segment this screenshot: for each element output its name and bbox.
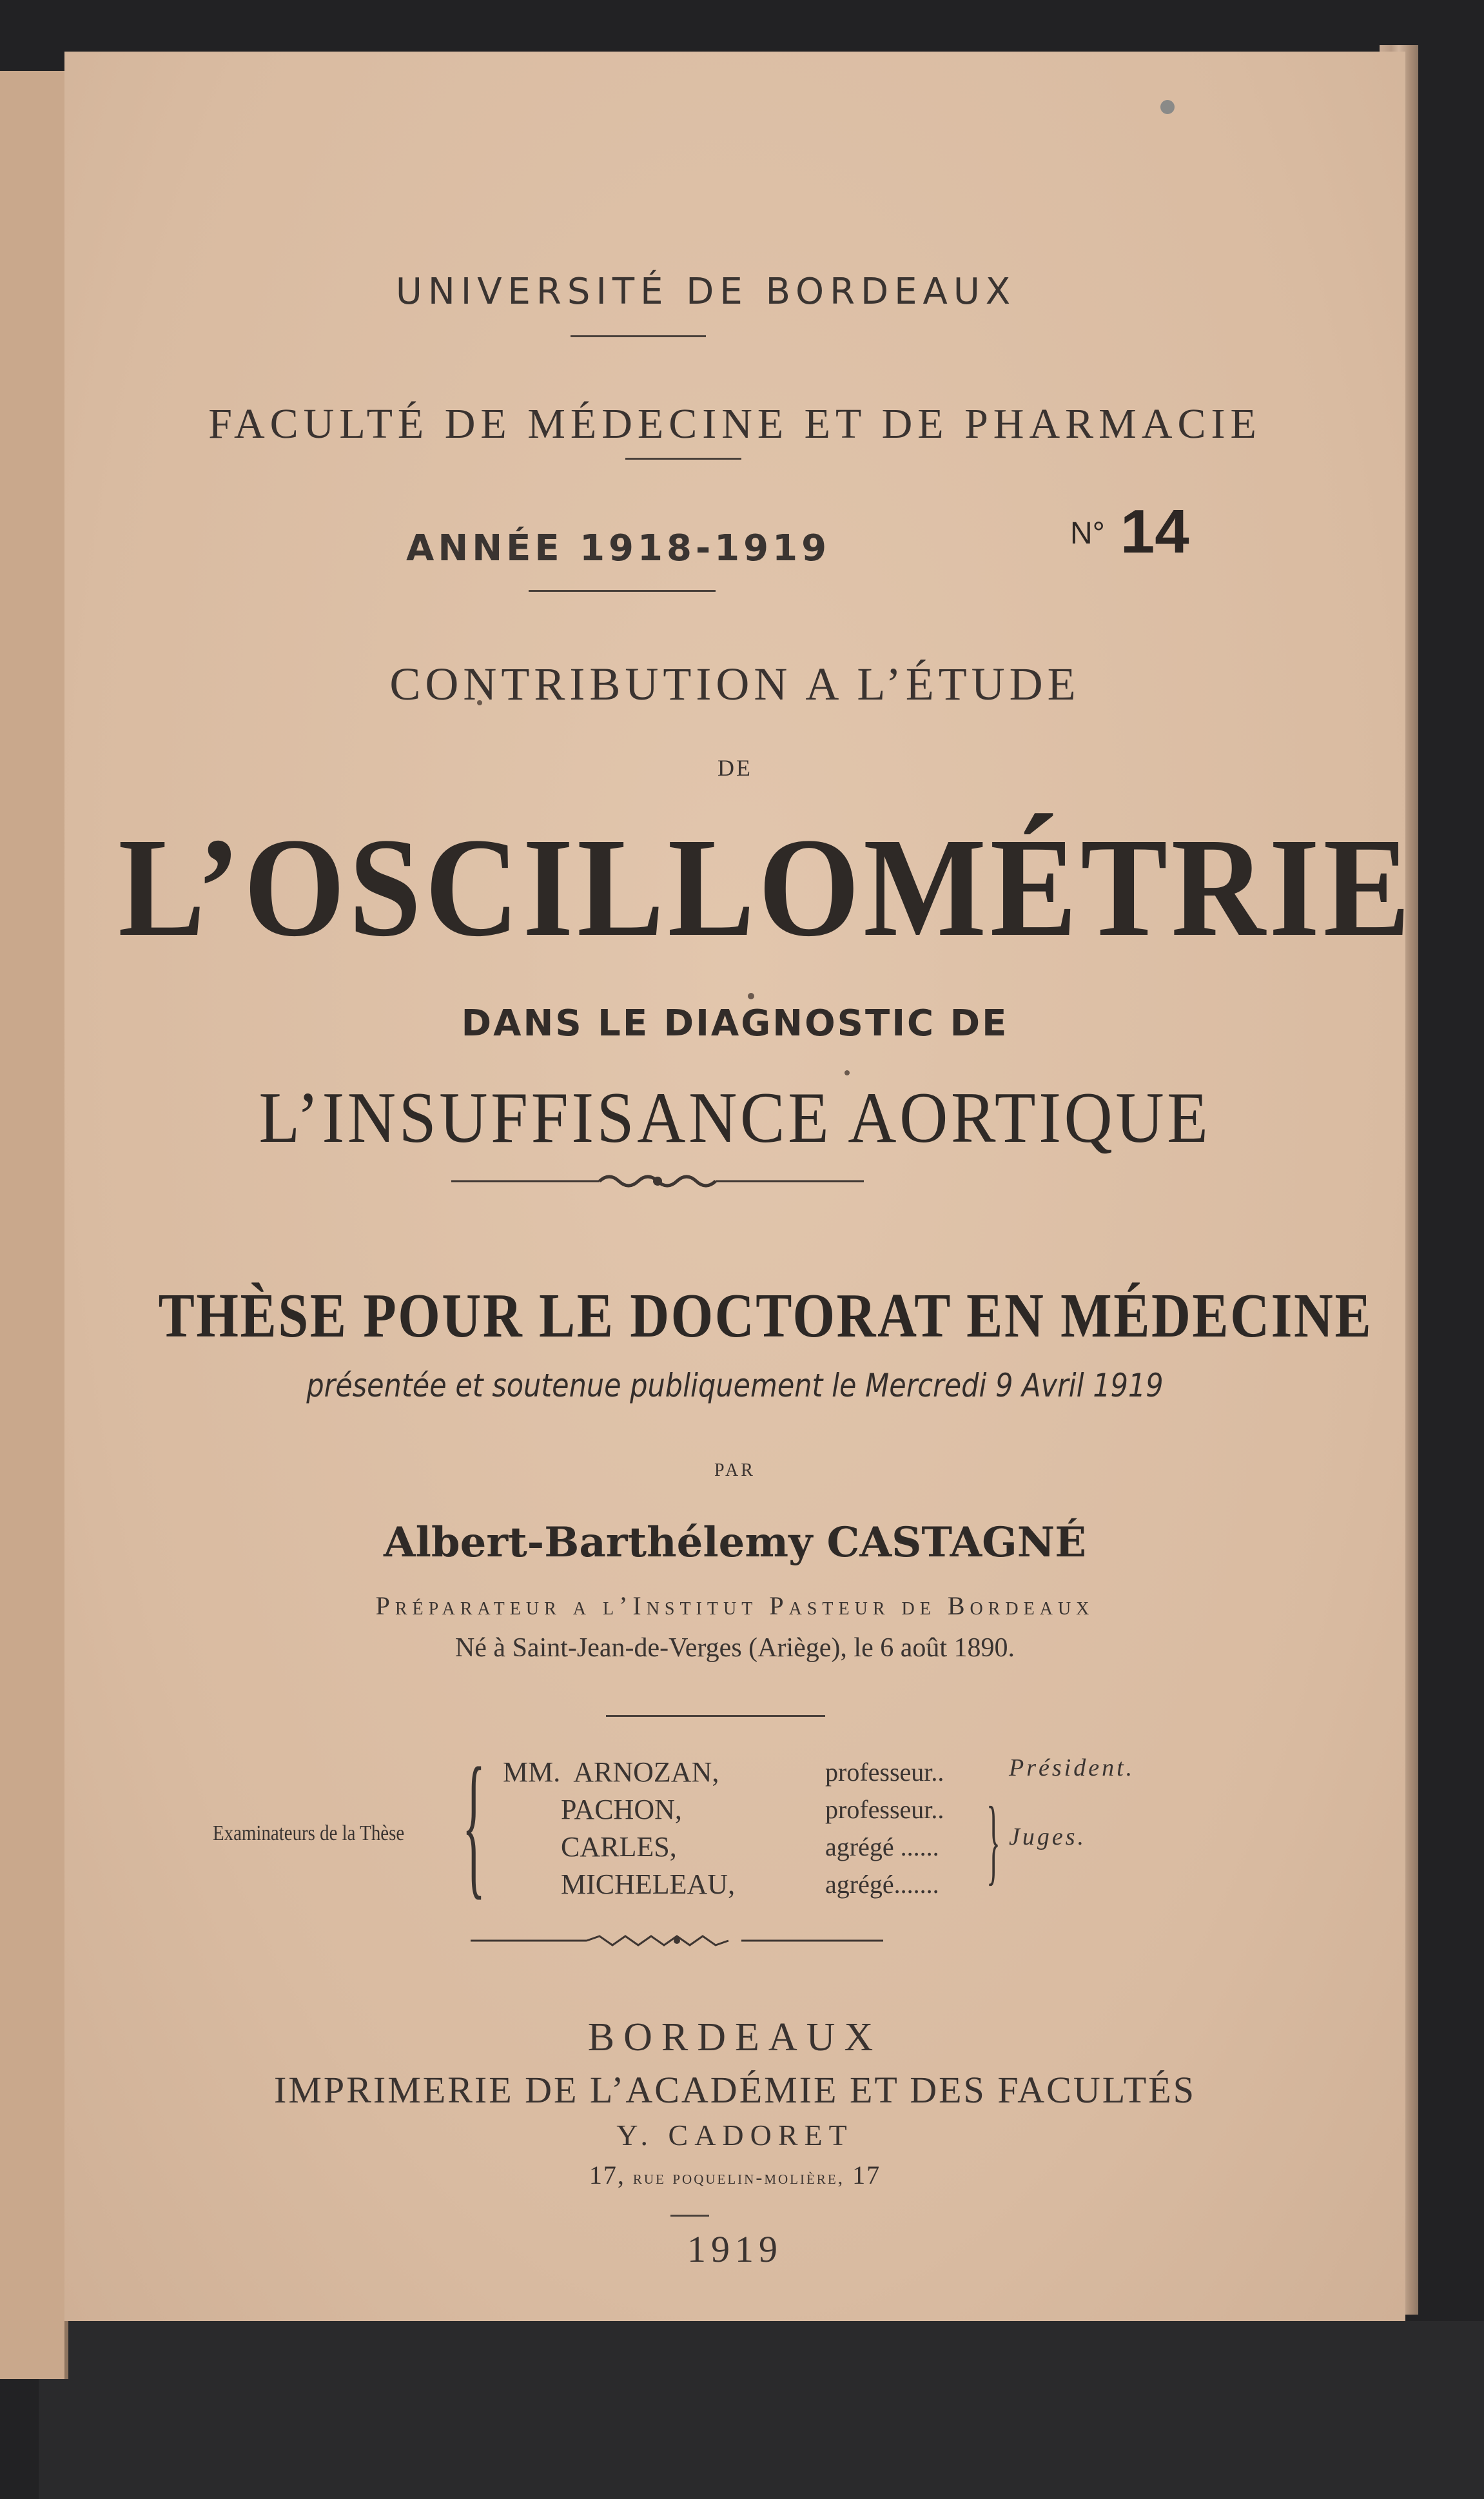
address-number-end: 17 xyxy=(852,2161,881,2190)
academic-year: ANNÉE 1918-1919 xyxy=(406,527,831,569)
address-number: 17, xyxy=(589,2161,625,2190)
faculty-name: FACULTÉ DE MÉDECINE ET DE PHARMACIE xyxy=(208,400,1262,447)
examiners-names xyxy=(503,1754,735,1903)
divider xyxy=(571,335,706,337)
defense-date: présentée et soutenue publiquement le Mercredi 9 Avril 1919 xyxy=(306,1367,1164,1404)
spot-mark xyxy=(1160,100,1175,114)
address-street: rue poquelin-molière, xyxy=(632,2167,845,2188)
divider xyxy=(606,1715,825,1717)
title-page xyxy=(64,52,1414,2321)
author-birth: Né à Saint-Jean-de-Verges (Ariège), le 6 août 1890. xyxy=(454,1633,1015,1663)
main-title: L’OSCILLOMÉTRIE xyxy=(118,808,1414,966)
examiners-prefix: MM. xyxy=(503,1756,561,1788)
spot-mark xyxy=(748,993,754,999)
examiner-row xyxy=(503,1866,735,1903)
examiner-row xyxy=(503,1791,735,1828)
role-judges: Juges. xyxy=(1009,1823,1087,1850)
examiner-name: MICHELEAU, xyxy=(561,1868,736,1900)
examiner-title: agrégé ...... xyxy=(825,1832,939,1861)
author-name: Albert-Barthélemy CASTAGNÉ xyxy=(383,1518,1087,1567)
examiner-name: ARNOZAN, xyxy=(573,1756,719,1788)
examiner-title: agrégé....... xyxy=(825,1870,939,1899)
by-label: PAR xyxy=(714,1460,756,1480)
title-line-4: DANS LE DIAGNOSTIC DE xyxy=(461,1003,1009,1044)
examiner-name: CARLES, xyxy=(561,1831,677,1863)
divider xyxy=(529,590,716,592)
examiner-name: PACHON, xyxy=(561,1794,682,1825)
publication-year: 1919 xyxy=(687,2228,783,2270)
printer-address xyxy=(64,2160,1405,2190)
divider xyxy=(625,458,741,460)
examiners-titles xyxy=(825,1754,944,1903)
author-position: Préparateur a l’Institut Pasteur de Bordeaux xyxy=(375,1591,1095,1620)
scan-board xyxy=(39,2321,1484,2499)
title-line-5: L’INSUFFISANCE AORTIQUE xyxy=(259,1078,1211,1158)
title-line-2: DE xyxy=(718,755,752,781)
thesis-number xyxy=(1070,496,1189,567)
examiner-title: professeur.. xyxy=(825,1758,944,1787)
publisher-city: BORDEAUX xyxy=(587,2015,883,2059)
examiner-row xyxy=(503,1754,735,1791)
spot-mark xyxy=(845,1070,850,1075)
left-brace: { xyxy=(462,1735,485,1914)
number-value: 14 xyxy=(1120,497,1189,566)
examiner-row xyxy=(503,1828,735,1866)
facing-page-edge xyxy=(0,71,68,2379)
ornamental-rule xyxy=(471,1931,883,1950)
number-label: N° xyxy=(1070,516,1105,551)
thesis-type: THÈSE POUR LE DOCTORAT EN MÉDECINE xyxy=(158,1281,1373,1351)
printer-owner: Y. CADORET xyxy=(616,2119,854,2151)
title-line-1: CONTRIBUTION A L’ÉTUDE xyxy=(389,658,1080,710)
right-brace: } xyxy=(986,1787,1001,1894)
ornamental-rule xyxy=(451,1167,864,1193)
divider xyxy=(670,2215,709,2217)
university-name: UNIVERSITÉ DE BORDEAUX xyxy=(395,271,1017,313)
role-president: Président. xyxy=(1009,1754,1135,1781)
printer-name: IMPRIMERIE DE L’ACADÉMIE ET DES FACULTÉS xyxy=(274,2069,1196,2111)
examiners-label: Examinateurs de la Thèse xyxy=(213,1821,405,1845)
examiner-title: professeur.. xyxy=(825,1795,944,1824)
